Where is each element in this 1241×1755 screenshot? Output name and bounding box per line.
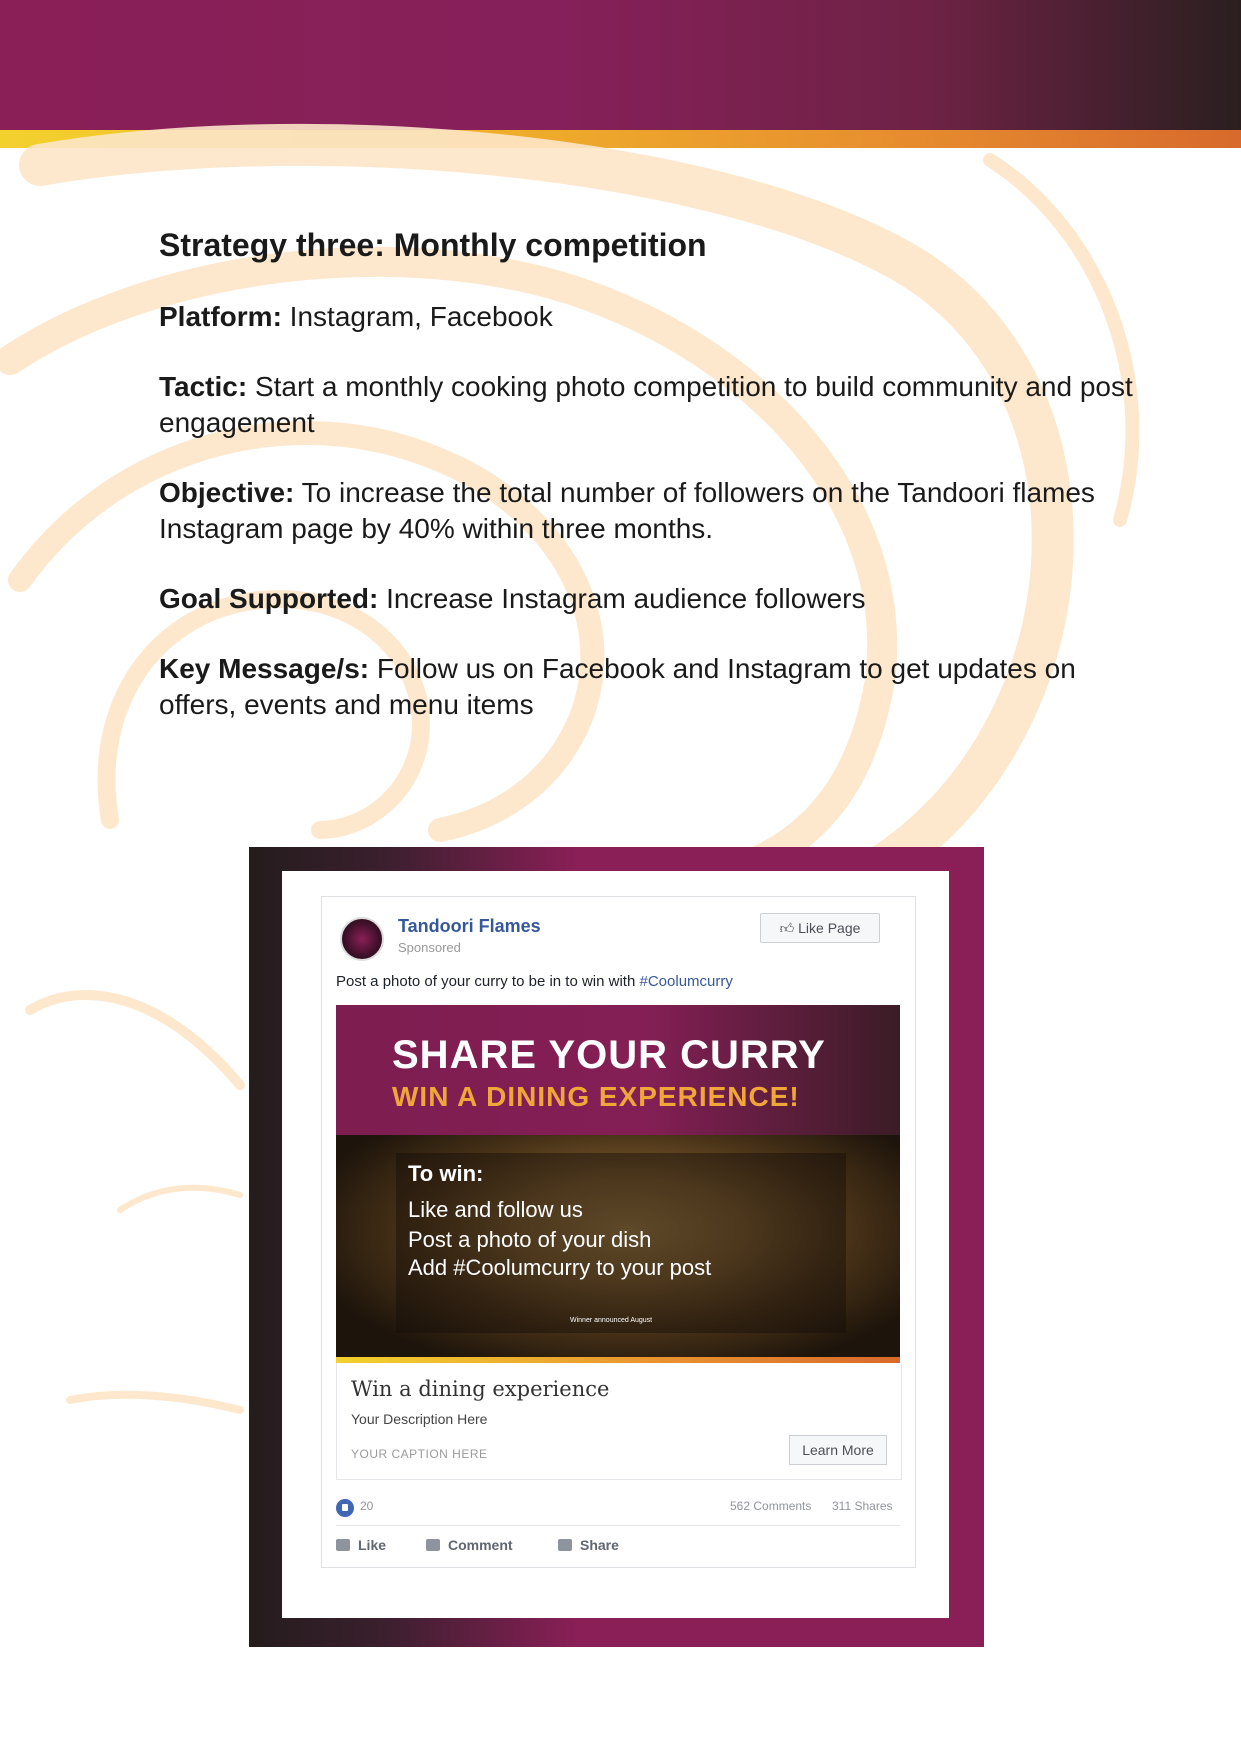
ad-mockup-inner — [282, 871, 949, 1618]
platform-label: Platform: — [159, 301, 282, 332]
goal-label: Goal Supported: — [159, 583, 379, 614]
like-count[interactable]: 20 — [360, 1499, 374, 1513]
share-count[interactable]: 311 Shares — [832, 1499, 893, 1513]
win-step: Add #Coolumcurry to your post — [408, 1255, 712, 1280]
header-banner — [0, 0, 1241, 130]
like-action-label: Like — [358, 1537, 387, 1553]
sponsored-label: Sponsored — [398, 940, 461, 955]
tactic-value: Start a monthly cooking photo competition to build community and post engagement — [159, 371, 1133, 438]
to-win-heading: To win: — [408, 1161, 484, 1186]
comment-count[interactable]: 562 Comments — [730, 1499, 812, 1513]
comment-action-label: Comment — [448, 1537, 513, 1553]
like-icon — [336, 1539, 350, 1551]
curry-photo — [336, 1135, 900, 1363]
like-page-button[interactable] — [760, 913, 880, 943]
page-title: Strategy three: Monthly competition — [159, 227, 707, 263]
objective-label: Objective: — [159, 477, 295, 508]
share-action-button[interactable] — [558, 1537, 619, 1553]
brand-name-link[interactable]: Tandoori Flames — [398, 916, 541, 936]
cta-caption: YOUR CAPTION HERE — [351, 1447, 488, 1461]
actions-divider — [336, 1525, 900, 1526]
cta-title[interactable]: Win a dining experience — [351, 1377, 610, 1401]
thumbs-up-icon: 👍︎ — [779, 920, 799, 936]
goal-line — [159, 581, 1139, 617]
cta-description: Your Description Here — [351, 1411, 488, 1427]
key-message-label: Key Message/s: — [159, 653, 370, 684]
like-action-button[interactable] — [336, 1537, 386, 1553]
like-page-label: Like Page — [798, 920, 861, 936]
win-step: Post a photo of your dish — [408, 1227, 652, 1252]
post-text-body: Post a photo of your curry to be in to win with — [336, 973, 640, 990]
header-accent-stripe — [0, 130, 1241, 148]
comment-icon — [426, 1539, 440, 1551]
objective-value: To increase the total number of followers on the Tandoori flames Instagram page by 40% within three months. — [159, 477, 1095, 544]
call-to-action-area — [336, 1363, 902, 1480]
tactic-label: Tactic: — [159, 371, 248, 402]
platform-line — [159, 299, 1139, 335]
winner-note: Winner announced August — [570, 1317, 653, 1324]
facebook-ad-card — [321, 896, 916, 1568]
goal-value: Increase Instagram audience followers — [378, 583, 866, 614]
ad-mockup-frame — [249, 847, 984, 1647]
platform-value: Instagram, Facebook — [281, 301, 553, 332]
post-text — [336, 973, 733, 990]
share-action-label: Share — [580, 1537, 619, 1553]
banner-subtitle: WIN A DINING EXPERIENCE! — [392, 1081, 800, 1112]
learn-more-button[interactable]: Learn More — [789, 1435, 887, 1465]
tactic-line — [159, 369, 1139, 441]
key-message-value: Follow us on Facebook and Instagram to get updates on offers, events and menu items — [159, 653, 1076, 720]
share-icon — [558, 1539, 572, 1551]
banner-title: SHARE YOUR CURRY — [392, 1033, 826, 1077]
brand-avatar[interactable] — [340, 917, 384, 961]
like-reaction-icon — [336, 1499, 354, 1517]
strategy-text-block — [159, 225, 1139, 757]
ad-banner-image[interactable] — [336, 1005, 900, 1363]
comment-action-button[interactable] — [426, 1537, 513, 1553]
win-step: Like and follow us — [408, 1197, 583, 1222]
key-message-line — [159, 651, 1139, 723]
hashtag-link[interactable]: #Coolumcurry — [639, 973, 733, 990]
objective-line — [159, 475, 1139, 547]
